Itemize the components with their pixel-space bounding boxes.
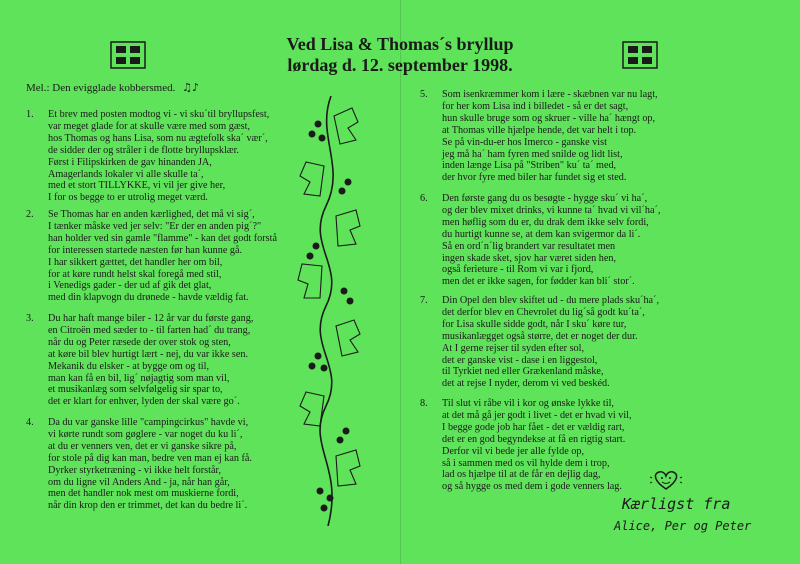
verse-line: at Thomas ville hjælpe hende, det var helt i top. bbox=[442, 124, 637, 136]
verse-number: 2. bbox=[26, 209, 34, 220]
verse-line: lad os hjælpe til at de får en dejlig dag, bbox=[442, 469, 601, 481]
verse-line: vi kørte rundt som gøglere - var noget du ku li´, bbox=[48, 428, 243, 440]
verse-line: til Tyrkiet ned eller Grækenland måske, bbox=[442, 366, 604, 378]
verse-line: I for os begge to er utrolig meget værd. bbox=[48, 192, 208, 204]
melody-note bbox=[26, 81, 199, 94]
verse-line: I begge gode job har fået - det er vældig rart, bbox=[442, 421, 625, 433]
ivy-vine-illustration bbox=[296, 96, 366, 526]
verse-line: med et stort TILLYKKE, vi vil jer give her, bbox=[48, 180, 226, 192]
verse-line: når du og Peter ræsede der over stok og sten, bbox=[48, 336, 231, 348]
verse-line: de sidder der og stråler i de flotte bryllupsklær. bbox=[48, 144, 239, 156]
verse-line: at køre bil blev hurtigt lært - nej, du var ikke sen. bbox=[48, 348, 249, 360]
page-title bbox=[0, 34, 800, 76]
verse-line: det at rejse I nyder, derom vi ved beskéd. bbox=[442, 378, 610, 390]
verse-line: Først i Filipskirken de gav hinanden JA, bbox=[48, 156, 212, 168]
verse-number: 6. bbox=[420, 193, 428, 204]
verse-line: men det er ikke sagen, for fødder kan bli´ stor´. bbox=[442, 276, 635, 288]
page-fold bbox=[400, 0, 401, 564]
verse-line: for at køre rundt helst skal foregå med stil, bbox=[48, 268, 222, 280]
verse-line: men det handler nok mest om muskierne fordi, bbox=[48, 488, 239, 500]
verse-line: det er en god begyndekse at få en rigtig start. bbox=[442, 433, 626, 445]
verse-line: det derfor blev en Chevrolet du lig´så godt ku´ta´, bbox=[442, 306, 645, 318]
verse-line: inden længe Lisa på "Striben" ku´ ta´ med, bbox=[442, 160, 617, 172]
verse-line: for Lisa skulle sidde godt, når I sku´ køre tur, bbox=[442, 318, 627, 330]
verse-line: man kan få en bil, lig´ nøjagtig som man vil, bbox=[48, 372, 230, 384]
verse-number: 1. bbox=[26, 109, 34, 120]
verse-number: 8. bbox=[420, 398, 428, 409]
signature-greeting: Kærligst fra bbox=[622, 495, 731, 513]
verse-line: for stole på dig kan man, bedre ven man ej kan få. bbox=[48, 452, 252, 464]
verse-line: I har sikkert gættet, det handler her om bil, bbox=[48, 256, 223, 268]
verse-line: Til slut vi råbe vil i kor og ønske lykke til, bbox=[442, 398, 614, 409]
verse-line: at det må gå jer godt i livet - det er hvad vi vil, bbox=[442, 409, 632, 421]
verse-line: Din Opel den blev skiftet ud - du mere plads sku´ha´, bbox=[442, 295, 659, 306]
verse-line: og der blev mixet drinks, vi kunne ta´ hvad vi vil´ha´, bbox=[442, 204, 661, 216]
verse-line: Så en ord´n´lig brandert var resultatet men bbox=[442, 240, 616, 252]
music-notes-icon: ♫♪ bbox=[182, 81, 200, 94]
verse-line: og så hygge os med dem i gode venners lag. bbox=[442, 481, 622, 493]
verse-line: for her kom Lisa ind i billedet - så er det sagt, bbox=[442, 100, 629, 112]
verse-line: om du ligne vil Anders And - ja, når han går, bbox=[48, 476, 230, 488]
verse-8 bbox=[420, 398, 632, 493]
verse-line: for interessen startede næsten før han kunne gå. bbox=[48, 244, 243, 256]
verse-line: Dyrker styrketræning - vi ikke helt forstår, bbox=[48, 464, 222, 476]
verse-line: hos Thomas og hans Lisa, som nu ægtefolk ska´ vær´, bbox=[48, 132, 268, 144]
verse-line: Amagerlands lokaler vi alle skulle ta´, bbox=[48, 168, 204, 180]
verse-line: at du er venners ven, det er vi ganske sikre på, bbox=[48, 440, 237, 452]
verse-7 bbox=[420, 295, 659, 390]
verse-line: Da du var ganske lille "campingcirkus" havde vi, bbox=[48, 417, 249, 428]
verse-2 bbox=[26, 209, 277, 304]
verse-number: 3. bbox=[26, 313, 34, 324]
verse-line: var meget glade for at skulle være med som gæst, bbox=[48, 120, 251, 132]
melody-text: Mel.: Den evigglade kobbersmed. bbox=[26, 82, 176, 94]
verse-line: du hurtigt kunne se, at dem kan svigermor da li´. bbox=[442, 228, 641, 240]
signature-names: Alice, Per og Peter bbox=[614, 519, 752, 533]
verse-line: Du har haft mange biler - 12 år var du første gang, bbox=[48, 313, 254, 324]
heart-icon bbox=[650, 468, 682, 492]
verse-6 bbox=[420, 193, 661, 288]
verse-3 bbox=[26, 313, 254, 408]
verse-line: Den første gang du os besøgte - hygge sku´ vi ha´, bbox=[442, 193, 648, 204]
verse-number: 7. bbox=[420, 295, 428, 306]
verse-line: der hvor fyre med biler har fundet sig et sted. bbox=[442, 172, 627, 184]
verse-line: Derfor vil vi bede jer alle fylde op, bbox=[442, 445, 585, 457]
verse-line: men høflig som du er, du drak dem ikke selv fordi, bbox=[442, 216, 649, 228]
verse-line: så i sammen med os vil hylde dem i trop, bbox=[442, 457, 610, 469]
verse-number: 5. bbox=[420, 89, 428, 100]
verse-line: Et brev med posten modtog vi - vi sku´til bryllupsfest, bbox=[48, 109, 270, 120]
verse-line: Som isenkræmmer kom i lære - skæbnen var nu lagt, bbox=[442, 89, 658, 100]
verse-line: musikanlægget også større, det er noget der dur. bbox=[442, 330, 638, 342]
verse-line: det er ganske vist - dase i en liggestol, bbox=[442, 354, 598, 366]
verse-line: Se Thomas har en anden kærlighed, det må vi sig´, bbox=[48, 209, 255, 220]
verse-line: også ferieture - til Rom vi var i fjord, bbox=[442, 264, 594, 276]
verse-line: Se på vin-du-er hos Imerco - ganske vist bbox=[442, 136, 607, 148]
verse-line: i Venedigs gader - der ud af gik det glat, bbox=[48, 280, 212, 292]
title-line-1: Ved Lisa & Thomas´s bryllup bbox=[286, 34, 514, 54]
verse-line: det er klart for enhver, lyden der skal være go´. bbox=[48, 396, 240, 408]
verse-1 bbox=[26, 109, 270, 204]
verse-line: med din klapvogn du drønede - havde vældig fat. bbox=[48, 292, 249, 304]
title-line-2: lørdag d. 12. september 1998. bbox=[287, 55, 513, 75]
verse-line: hun skulle bruge som og skruer - ville ha´ hængt op, bbox=[442, 112, 656, 124]
verse-number: 4. bbox=[26, 417, 34, 428]
verse-line: jeg må ha´ ham fyren med snilde og lidt list, bbox=[442, 148, 623, 160]
verse-line: et musikanlæg som selvfølgelig sir spar to, bbox=[48, 384, 223, 396]
verse-line: At I gerne rejser til syden efter sol, bbox=[442, 342, 585, 354]
verse-line: han holder ved sin gamle "flamme" - kan det godt forstå bbox=[48, 232, 277, 244]
verse-line: en Citroën med sæder to - til farten had´ du trang, bbox=[48, 324, 251, 336]
verse-line: ingen skade sket, sjov har været siden hen, bbox=[442, 252, 616, 264]
verse-5 bbox=[420, 89, 658, 184]
verse-line: når din krop den er trimmet, det kan du bedre li´. bbox=[48, 500, 248, 512]
verse-line: I tænker måske ved jer selv: "Er der en anden pig´?" bbox=[48, 220, 262, 232]
verse-line: Mekanik du elsker - at bygge om og til, bbox=[48, 360, 209, 372]
verse-4 bbox=[26, 417, 252, 512]
